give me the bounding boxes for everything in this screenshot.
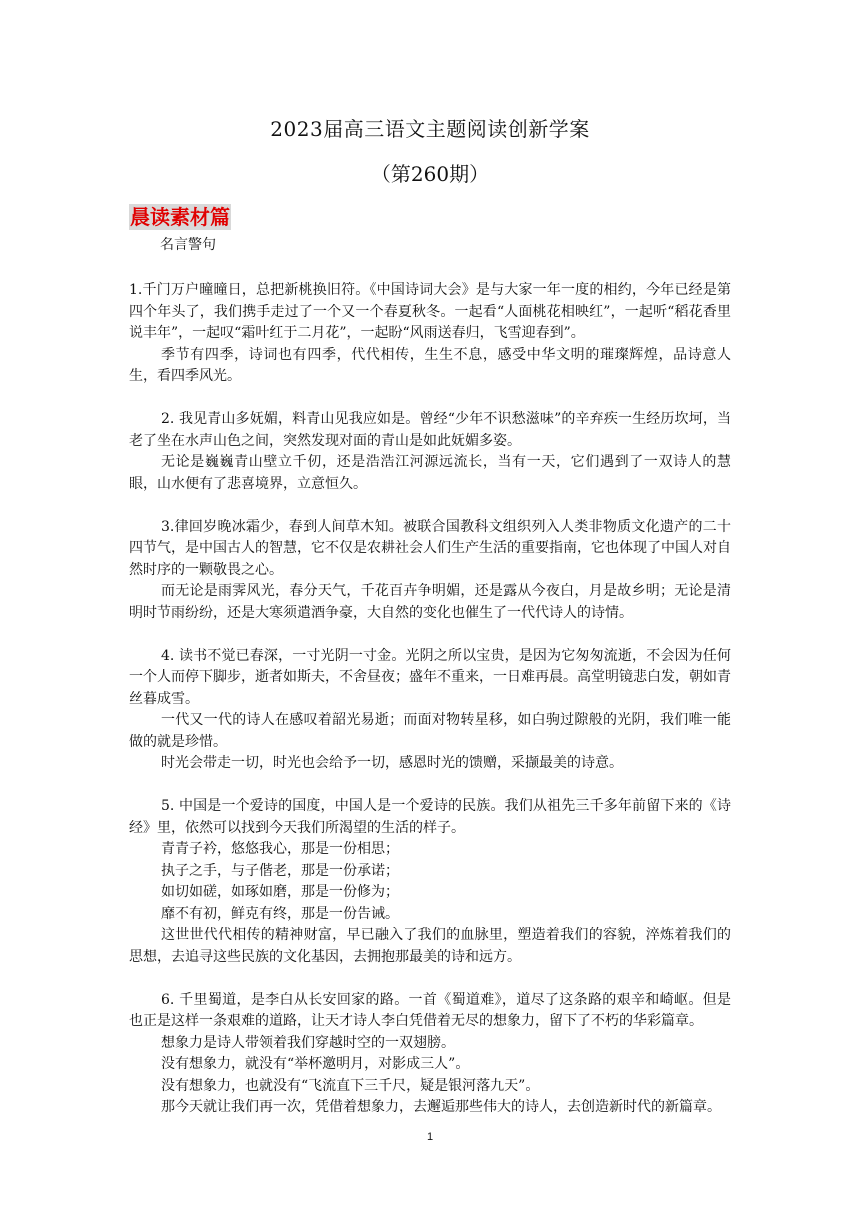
item-5-paragraph-6: 这世世代代相传的精神财富，早已融入了我们的血脉里，塑造着我们的容貌，淬炼着我们的思想，去追寻这些民族的文化基因，去拥抱那最美的诗和远方。 <box>129 927 731 965</box>
issue-number: （第260期） <box>370 162 490 186</box>
item-6-paragraph-4: 没有想象力，也就没有“飞流直下三千尺，疑是银河落九天”。 <box>161 1077 540 1094</box>
item-5-paragraph-5: 靡不有初，鲜克有终，那是一份告诫。 <box>161 905 399 922</box>
item-2-paragraph-2: 无论是巍巍青山壁立千仞，还是浩浩江河源远流长，当有一天，它们遇到了一双诗人的慧眼，山水便有了悲喜境界，立意恒久。 <box>129 454 731 492</box>
item-6-paragraph-2: 想象力是诗人带领着我们穿越时空的一双翅膀。 <box>161 1034 455 1051</box>
item-6-paragraph-3: 没有想象力，就没有“举杯邀明月，对影成三人”。 <box>161 1056 470 1072</box>
item-4-paragraph-1: 4. 读书不觉已春深，一寸光阴一寸金。光阴之所以宝贵，是因为它匆匆流逝，不会因为任何一个人而停下脚步，逝者如斯夫，不舍昼夜；盛年不重来，一日难再晨。高堂明镜悲白发，朝如青丝暮成雪。 <box>129 647 731 707</box>
item-4-paragraph-2: 一代又一代的诗人在感叹着韶光易逝；而面对物转星移，如白驹过隙般的光阴，我们唯一能做的就是珍惜。 <box>129 712 731 750</box>
sub-heading: 名言警句 <box>160 237 216 253</box>
item-5-paragraph-2: 青青子衿，悠悠我心，那是一份相思； <box>161 841 399 857</box>
item-4-paragraph-3: 时光会带走一切，时光也会给予一切，感恩时光的馈赠，采撷最美的诗意。 <box>161 755 623 771</box>
item-1-paragraph-1: 1.千门万户曈曈日，总把新桃换旧符。《中国诗词大会》是与大家一年一度的相约，今年已经是第四个年头了，我们携手走过了一个又一个春夏秋冬。一起看“人面桃花相映红”，一起听“稻花香里说丰年”，一起叹“霜叶红于二月花”，一起盼“风雨送春归，飞雪迎春到”。 <box>129 282 731 341</box>
item-5-paragraph-1: 5. 中国是一个爱诗的国度，中国人是一个爱诗的民族。我们从祖先三千多年前留下来的《诗经》里，依然可以找到今天我们所渴望的生活的样子。 <box>129 798 731 836</box>
item-6-paragraph-5: 那今天就让我们再一次，凭借着想象力，去邂逅那些伟大的诗人，去创造新时代的新篇章。 <box>161 1099 721 1115</box>
body-text <box>129 280 731 1119</box>
item-3-paragraph-1: 3.律回岁晚冰霜少，春到人间草木知。被联合国教科文组织列入人类非物质文化遗产的二十四节气，是中国古人的智慧，它不仅是农耕社会人们生产生活的重要指南，它也体现了中国人对自然时序的一颗敬畏之心。 <box>129 518 731 578</box>
item-2-paragraph-1: 2. 我见青山多妩媚，料青山见我应如是。曾经“少年不识愁滋味”的辛弃疾一生经历坎坷，当老了坐在水声山色之间，突然发现对面的青山是如此妩媚多姿。 <box>129 411 731 449</box>
item-3-paragraph-2: 而无论是雨霁风光，春分天气，千花百卉争明媚，还是露从今夜白，月是故乡明；无论是清明时节雨纷纷，还是大寒须遣酒争豪，大自然的变化也催生了一代代诗人的诗情。 <box>129 583 731 621</box>
item-5-paragraph-4: 如切如磋，如琢如磨，那是一份修为； <box>161 884 399 900</box>
document-title: 2023届高三语文主题阅读创新学案 <box>270 117 590 141</box>
item-1-paragraph-2: 季节有四季，诗词也有四季，代代相传，生生不息，感受中华文明的璀璨辉煌，品诗意人生，看四季风光。 <box>129 346 731 384</box>
section-heading: 晨读素材篇 <box>130 205 230 229</box>
item-6-paragraph-1: 6. 千里蜀道，是李白从长安回家的路。一首《蜀道难》，道尽了这条路的艰辛和崎岖。但是也正是这样一条艰难的道路，让天才诗人李白凭借着无尽的想象力，留下了不朽的华彩篇章。 <box>129 991 731 1029</box>
page-number: 1 <box>426 1131 434 1143</box>
item-5-paragraph-3: 执子之手，与子偕老，那是一份承诺； <box>161 862 399 879</box>
